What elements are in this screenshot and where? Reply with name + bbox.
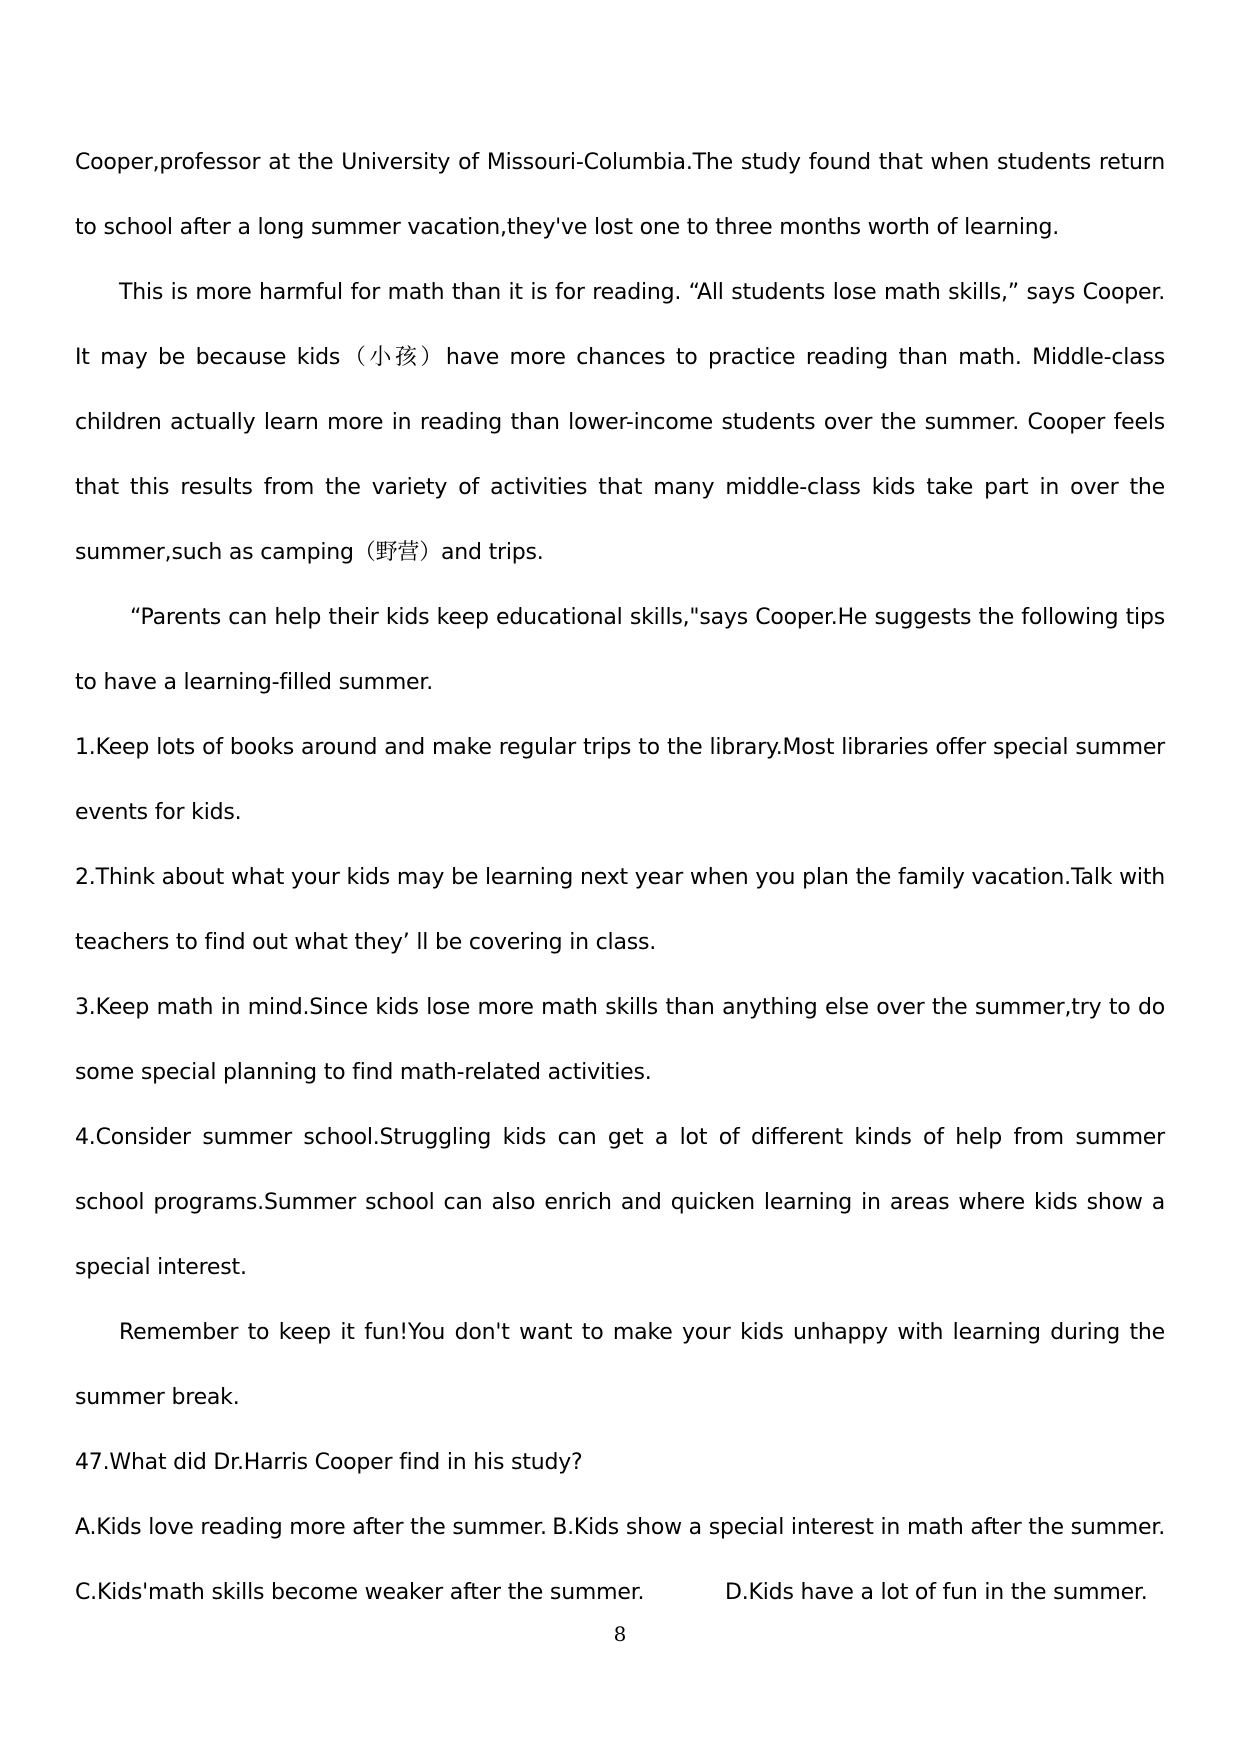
paragraph-math-reading: This is more harmful for math than it is for reading. “All students lose math skills,” says Cooper. It may be because kids（小孩）have more chances to practice reading than math. Middle-class children actually learn more in reading than lower-income students over the summer. Cooper feels that this results from the variety of activities that many middle-class kids take part in over the summer,such as camping（野营）and trips. [75, 280, 1165, 565]
paragraph-parents-tips: “Parents can help their kids keep educational skills,"says Cooper.He suggests the following tips to have a learning-filled summer. [75, 605, 1165, 695]
option-d: D.Kids have a lot of fun in the summer. [725, 1580, 1148, 1605]
question-47-options-row-1 [75, 1495, 1165, 1560]
page-number: 8 [613, 1622, 627, 1646]
option-b: B.Kids show a special interest in math after the summer. [552, 1515, 1165, 1540]
tip-4: 4.Consider summer school.Struggling kids can get a lot of different kinds of help from summer school programs.Summer school can also enrich and quicken learning in areas where kids show a special interest. [75, 1125, 1165, 1280]
option-c: C.Kids'math skills become weaker after the summer. [75, 1580, 645, 1605]
option-a: A.Kids love reading more after the summer. [75, 1515, 547, 1540]
document-body [75, 130, 1165, 1625]
paragraph-study-intro: Cooper,professor at the University of Missouri-Columbia.The study found that when students return to school after a long summer vacation,they've lost one to three months worth of learning. [75, 150, 1165, 240]
question-47-stem: 47.What did Dr.Harris Cooper find in his study? [75, 1450, 583, 1475]
tip-3: 3.Keep math in mind.Since kids lose more math skills than anything else over the summer,try to do some special planning to find math-related activities. [75, 995, 1165, 1085]
question-47-options-row-2 [75, 1560, 1165, 1625]
tip-2: 2.Think about what your kids may be learning next year when you plan the family vacation.Talk with teachers to find out what they’ ll be covering in class. [75, 865, 1165, 955]
tip-1: 1.Keep lots of books around and make regular trips to the library.Most libraries offer special summer events for kids. [75, 735, 1165, 825]
paragraph-keep-fun: Remember to keep it fun!You don't want to make your kids unhappy with learning during the summer break. [75, 1320, 1165, 1410]
